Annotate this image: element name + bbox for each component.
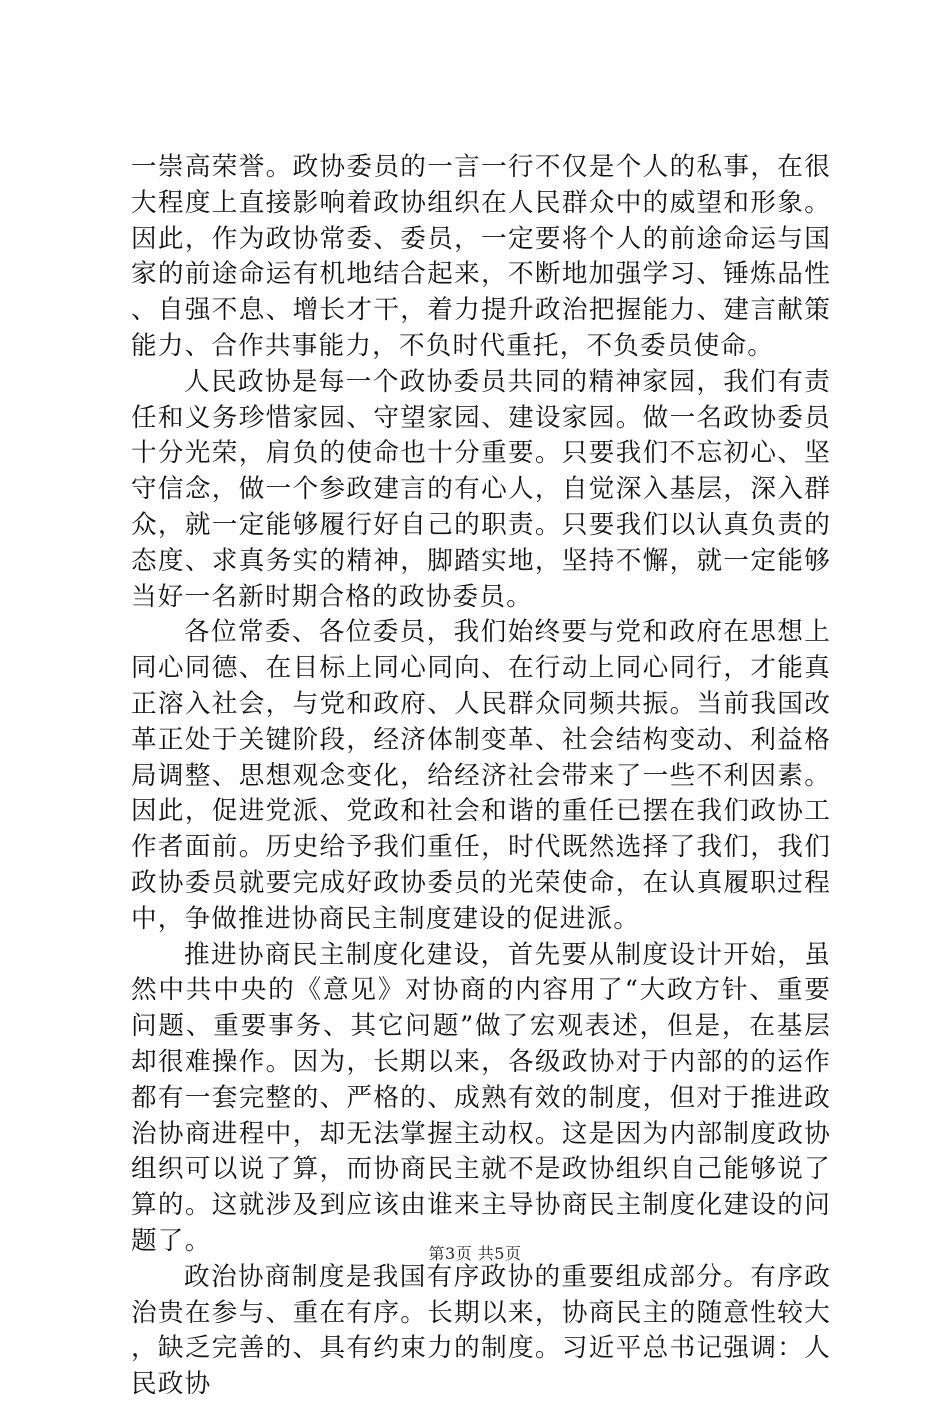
paragraph-4: 推进协商民主制度化建设，首先要从制度设计开始，虽然中共中央的《意见》对协商的内容用了“大政方针、重要问题、重要事务、其它问题”做了宏观表述，但是，在基层却很难操作。因为，长期以来，各级政协对于内部的的运作都有一套完整的、严格的、成熟有效的制度，但对于推进政治协商进程中，却无法掌握主动权。这是因为内部制度政协组织可以说了算，而协商民主就不是政协组织自己能够说了算的。这就涉及到应该由谁来主导协商民主制度化建设的问题了。 [131,939,831,1256]
paragraph-5: 政治协商制度是我国有序政协的重要组成部分。有序政治贵在参与、重在有序。长期以来，协商民主的随意性较大，缺乏完善的、具有约束力的制度。习近平总书记强调：人民政协 [131,1261,831,1400]
paragraph-3: 各位常委、各位委员，我们始终要与党和政府在思想上同心同德、在目标上同心同向、在行动上同心同行，才能真正溶入社会，与党和政府、人民群众同频共振。当前我国改革正处于关键阶段，经济体制变革、社会结构变动、利益格局调整、思想观念变化，给经济社会带来了一些不利因素。因此，促进党派、党政和社会和谐的重任已摆在我们政协工作者面前。历史给予我们重任，时代既然选择了我们，我们政协委员就要完成好政协委员的光荣使命，在认真履职过程中，争做推进协商民主制度建设的促进派。 [131,617,831,934]
document-body [131,150,831,1403]
page-footer: 第3页 共5页 [428,1244,522,1263]
paragraph-2: 人民政协是每一个政协委员共同的精神家园，我们有责任和义务珍惜家园、守望家园、建设家园。做一名政协委员十分光荣，肩负的使命也十分重要。只要我们不忘初心、坚守信念，做一个参政建言的有心人，自觉深入基层，深入群众，就一定能够履行好自己的职责。只要我们以认真负责的态度、求真务实的精神，脚踏实地，坚持不懈，就一定能够当好一名新时期合格的政协委员。 [131,366,831,612]
paragraph-1: 一崇高荣誉。政协委员的一言一行不仅是个人的私事，在很大程度上直接影响着政协组织在人民群众中的威望和形象。因此，作为政协常委、委员，一定要将个人的前途命运与国家的前途命运有机地结合起来，不断地加强学习、锤炼品性、自强不息、增长才干，着力提升政治把握能力、建言献策能力、合作共事能力，不负时代重托，不负委员使命。 [131,152,831,361]
